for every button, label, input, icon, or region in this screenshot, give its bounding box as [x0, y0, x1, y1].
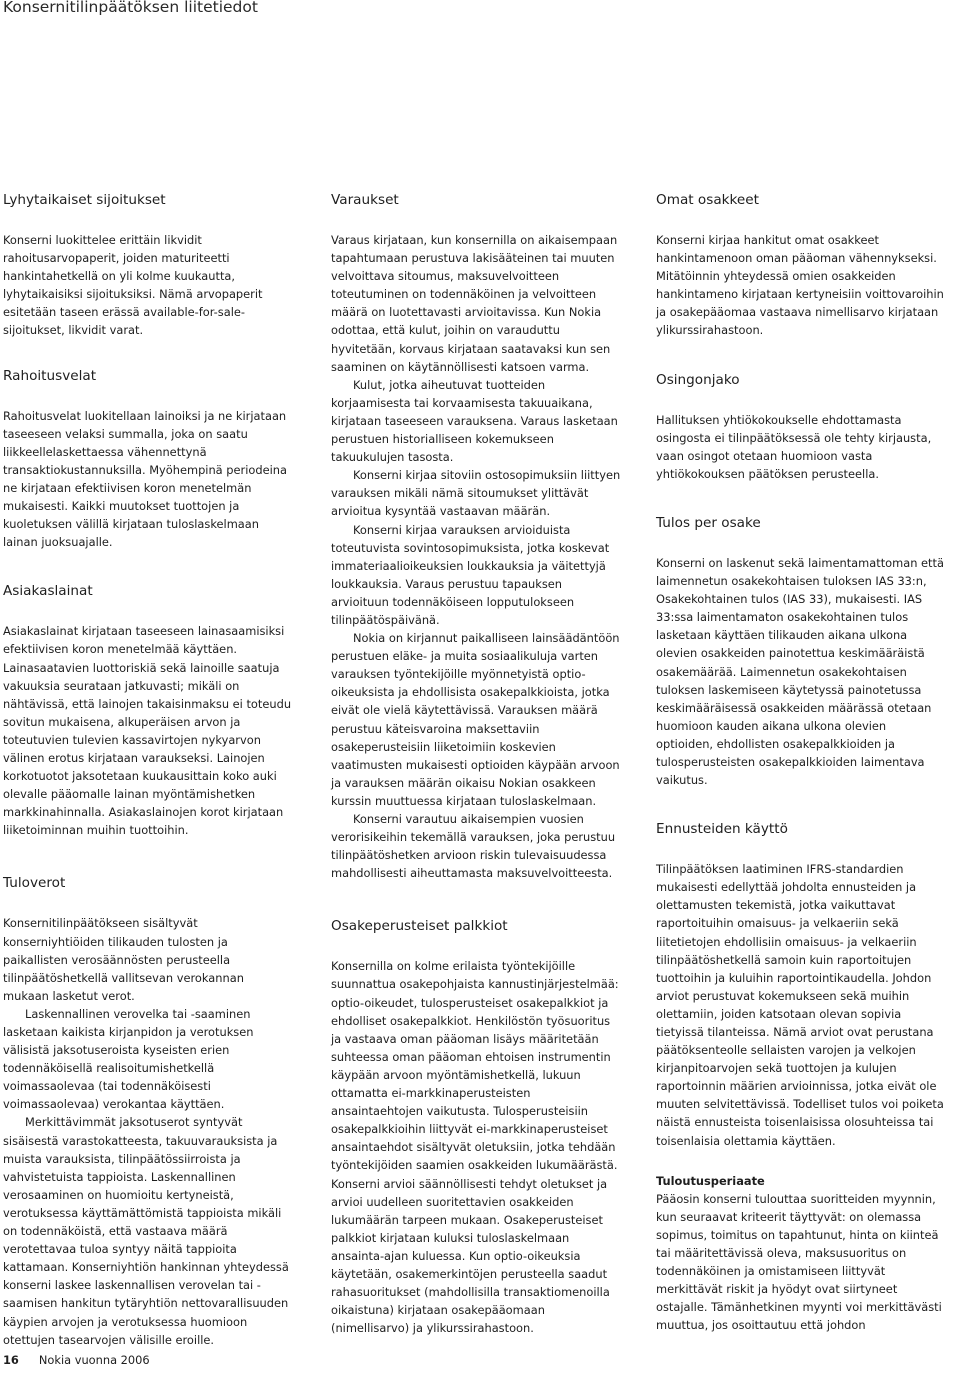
column-2 — [331, 190, 621, 1361]
section — [656, 1172, 946, 1335]
section-heading: Asiakaslainat — [3, 583, 93, 600]
body-paragraph: Pääosin konserni tulouttaa suoritteiden myynnin, kun seuraavat kriteerit täyttyvät: on olemassa sopimus, toimitus on tapahtunut, hinta on kiinteä tai määritettävissä oleva, maksusuoritus on todennäköinen ja omistamiseen liittyvät merkittävät riskit ja hyödyt ovat siirtyneet ostajalle. Tämänhetkinen myynti voi merkittävästi muuttua, jos osoittautuu että johdon — [656, 1191, 942, 1333]
section — [3, 873, 293, 1348]
body-paragraph: Tilinpäätöksen laatiminen IFRS-standardien mukaisesti edellyttää johdolta ennusteiden ja olettamusten tekemistä, jotka vaikuttavat raportoituihin omaisuus- ja velkaeriin sekä liitetietojen ehdollisiin omaisuus- ja velkaeriin tilinpäätöshetkellä samoin kuin raportoitujen tuottoihin ja kuluihin raportointikaudella. Johdon arviot perustuvat kokemukseen sekä muihin olettamiin, joiden katsotaan olevan sopivia tietyissä tilanteissa. Nämä arviot ovat perustana päätöksenteolle sellaisten varojen ja velkojen kirjanpitoarvojen sekä tuottojen ja kulujen raportoinnin määrien arvioinnissa, jotka eivät ole muuten selvitettävissä. Todelliset tulos voi poiketa näistä ennusteista toisenlaisissa olosuhteissa tai toisenlaisia olettamia käyttäen. — [656, 862, 944, 1148]
body-paragraph: Konsernitilinpäätökseen sisältyvät konserniyhtiöiden tilikauden tulosten ja paikallisten verosäännösten perusteella tilinpäätöshetkellä vallitsevan verokannan mukaan lasketut verot. — [3, 916, 244, 1003]
section — [331, 190, 621, 882]
body-paragraph: Konserni kirjaa varauksen arvioiduista toteutuvista sovintosopimuksista, jotka koskevat immateriaalioikeuksien loukkauksia ja väitettyjä loukkauksia. Varaus perustuu tapauksen arvioituun todennäköiseen lopputulokseen tilinpäätöspäivänä. — [331, 522, 610, 627]
body-paragraph: Laskennallinen verovelka tai -saaminen lasketaan kaikista kirjanpidon ja verotuksen välisistä jaksotuseroista kyseisten erien todennäköisellä realisoitumishetkellä voimassaolevaa (tai todennäköisesti voimassaolevaa) verokantaa käyttäen. — [3, 1006, 254, 1112]
body-paragraph: Kulut, jotka aiheutuvat tuotteiden korjaamisesta tai korvaamisesta takuuaikana, kirjataan taseeseen varauksena. Varaus lasketaan perustuen historialliseen kokemukseen takuukulujen tasosta. — [331, 377, 618, 465]
section-heading: Tulos per osake — [656, 514, 761, 531]
section-heading: Varaukset — [331, 192, 399, 208]
page-number: 16 — [3, 1353, 19, 1367]
section — [3, 581, 293, 839]
body-paragraph: Konserni luokittelee erittäin likvidit rahoitusarvopaperit, joiden maturiteetti hankintahetkellä on yli kolme kuukautta, lyhytaikaisiksi sijoituksiksi. Nämä arvopaperit esitetään taseen erässä available-for-sale-sijoitukset, likvidit varat. — [3, 233, 263, 338]
section-heading: Osakeperusteiset palkkiot — [331, 918, 508, 935]
section-heading: Ennusteiden käyttö — [656, 821, 788, 838]
body-paragraph: Konsernilla on kolme erilaista työntekijöille suunnattua osakepohjaista kannustinjärjestelmää: optio-oikeudet, tulosperusteiset osakepalkkiot ja ehdolliset osakepalkkiot. Henkilöstön työsuoritus ja vastaava oman pääoman lisäys määritetään suhteessa oman pääoman ehtoisen instrumentin käypään arvoon myöntämishetkellä, lukuun ottamatta ei-markkinaperusteisten ansaintaehtojen vaikutusta. Tulosperusteisiin osakepalkkioihin liittyvät ei-markkinaperusteiset ansaintaehdot sisältyvät oletuksiin, jotka tehdään työntekijöiden saamien osakkeiden lukumäärästä. Konserni arvioi säännöllisesti tehdyt oletukset ja arvioi uudelleen suoritettavien osakkeiden lukumäärän tarpeen mukaan. Osakeperusteiset palkkiot kirjataan kuluksi tuloslaskelmaan ansainta-ajan kuluessa. Kun optio-oikeuksia käytetään, osakemerkintöjen perusteella saadut rahasuoritukset (mahdollisilla transaktiomenoilla oikaistuna) kirjataan osakepääomaan (nimellisarvo) ja ylikurssirahastoon. — [331, 959, 619, 1336]
section — [3, 366, 293, 552]
body-paragraph: Varaus kirjataan, kun konsernilla on aikaisempaan tapahtumaan perustuva lakisääteinen tai muuten velvoittava sitoumus, maksuvelvoitteen toteutuminen on todennäköinen ja velvoitteen määrä on luotettavasti arvioitavissa. Kun Nokia odottaa, että kulut, joihin on varauduttu hyvitetään, korvaus kirjataan saatavaksi kun sen saaminen on käytännöllisesti katsoen varma. — [331, 233, 618, 374]
body-paragraph: Asiakaslainat kirjataan taseeseen lainasaamisiksi efektiivisen koron menetelmää käyttäen. Lainasaatavien luottoriskiä sekä lainoille saatuja vakuuksia seurataan jatkuvasti; mikäli on nähtävissä, että lainojen takaisinmaksu ei toteudu sovitun mukaisena, alkuperäisen arvon ja toteutuvien tulevien kassavirtojen nykyarvon välinen erotus kirjataan varaukseksi. Lainojen korkotuotot jaksotetaan kuukausittain koko auki olevalle pääomalle lainan myöntämishetken markkinahinnalla. Asiakaslainojen korot kirjataan liiketoiminnan muihin tuottoihin. — [3, 624, 292, 838]
section-heading: Osingonjako — [656, 371, 740, 388]
section — [3, 190, 293, 340]
section-heading: Rahoitusvelat — [3, 367, 97, 384]
section-heading: Omat osakkeet — [656, 192, 759, 208]
body-paragraph: Rahoitusvelat luokitellaan lainoiksi ja ne kirjataan taseeseen velaksi summalla, joka on saatu liikkeellelaskettaessa vähennettynä transaktiokustannuksilla. Myöhempinä periodeina ne kirjataan efektiivisen koron menetelmän mukaisesti. Kaikki muutokset tuottojen ja kuoletuksen välillä kirjataan tuloslaskelmaan lainan juoksuajalle. — [3, 408, 287, 550]
column-1 — [3, 190, 293, 1373]
page-title: Konsernitilinpäätöksen liitetiedot — [3, 0, 258, 16]
section — [656, 370, 946, 483]
body-paragraph: Konserni on laskenut sekä laimentamattoman että laimennetun osakekohtaisen tuloksen IAS 33:n, Osakekohtainen tulos (IAS 33), mukaisesti. IAS 33:ssa laimentamaton osakekohtainen tulos lasketaan käyttäen tilikauden aikana ulkona olevien osakkeiden painotettua keskimääräistä osakemäärää. Laimennetun osakekohtaisen tuloksen laskemiseen käytetyssä painotetussa keskimääräisessä osakkeiden määrässä otetaan huomioon kauden aikana ulkona olevien optioiden, ehdollisten osakepalkkioiden ja tulosperusteisten osakepalkkioiden laimentava vaikutus. — [656, 555, 944, 788]
section-heading: Tuloutusperiaate — [656, 1173, 765, 1188]
body-paragraph: Hallituksen yhtiökokoukselle ehdottamasta osingosta ei tilinpäätöksessä ole tehty kirjausta, vaan osingot otetaan huomioon vasta yhtiökokouksen päätöksen perusteella. — [656, 412, 932, 481]
body-paragraph: Nokia on kirjannut paikalliseen lainsäädäntöön perustuen eläke- ja muita sosiaalikuluja varten varauksen työntekijöille myönnetyistä optio-oikeuksista ja ehdollisista osakepalkkioista, jotka eivät ole vielä käytettävissä. Varauksen määrä perustuu käteisvaroina maksettaviin osakeperusteisiin liiketoimiin koskevien vaatimusten mukaisesti optioiden käypään arvoon ja varauksen määrän oikaisu Nokian osakkeen kurssin muuttuessa kirjataan tuloslaskelmaan. — [331, 631, 620, 808]
section — [656, 190, 946, 340]
publication-name: Nokia vuonna 2006 — [38, 1353, 150, 1367]
section-heading: Lyhytaikaiset sijoitukset — [3, 192, 166, 208]
page-footer — [3, 1353, 150, 1367]
body-paragraph: Konserni kirjaa hankitut omat osakkeet hankintamenoon oman pääoman vähennykseksi. Mitätöinnin yhteydessä omien osakkeiden hankintameno kirjataan kertyneisiin voittovaroihin ja osakepääomaa vastaava nimellisarvo kirjataan ylikurssirahastoon. — [656, 233, 944, 338]
section — [656, 819, 946, 1150]
body-paragraph: Konserni kirjaa sitoviin ostosopimuksiin liittyen varauksen mikäli nämä sitoumukset ylittävät arvioitua kysyntää vastaavan määrän. — [331, 468, 621, 519]
body-paragraph: Merkittävimmät jaksotuserot syntyvät sisäisestä varastokatteesta, takuuvarauksista ja muista varauksista, tilinpäätössiirroista ja vahvistetuista tappioista. Laskennallinen verosaaminen on huomioitu kertyneistä, verotuksessa käyttämättömistä tappioista mikäli on todennäköistä, että vastaava määrä verotettavaa tuloa syntyy näitä tappioita kattamaan. Konserniyhtiön hankinnan yhteydessä konserni laskee laskennallisen verovelan tai -saamisen hankitun tytäryhtiön nettovarallisuuden käypien arvojen ja verotuksessa huomioon otettujen tasearvojen välisille eroille. — [3, 1115, 289, 1347]
section — [656, 513, 946, 789]
section-heading: Tuloverot — [3, 875, 66, 892]
body-paragraph: Konserni varautuu aikaisempien vuosien verorisikeihin tekemällä varauksen, joka perustuu tilinpäätöshetken arvioon riskin tulevaisuudessa mahdollisesti aiheuttamasta maksuvelvoitteesta. — [331, 812, 616, 881]
column-3 — [656, 190, 946, 1365]
section — [331, 916, 621, 1337]
